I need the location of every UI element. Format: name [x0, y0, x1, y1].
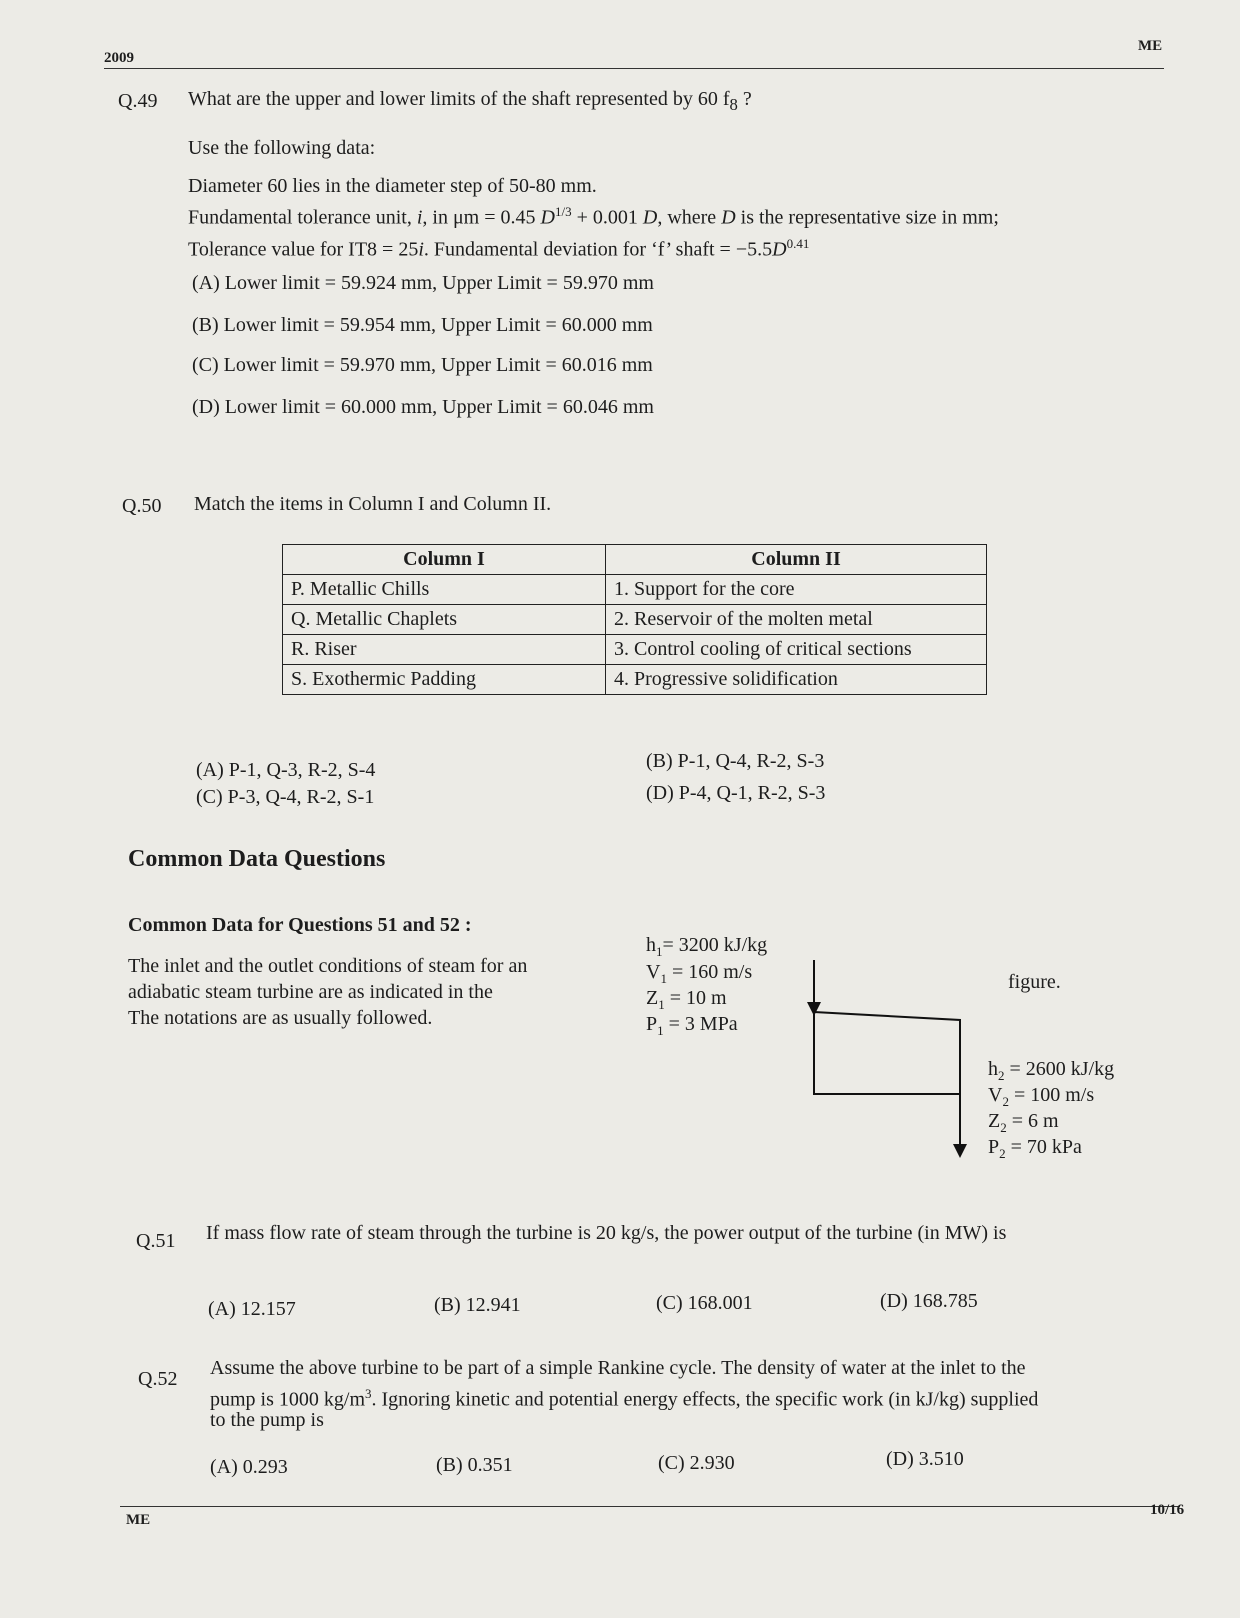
- inlet-p-val: = 3 MPa: [663, 1013, 738, 1035]
- outlet-z-sub: 2: [1000, 1120, 1007, 1135]
- q49-stem: [188, 88, 752, 115]
- inlet-p-sub: 1: [657, 1023, 664, 1038]
- q49-line4-a: Tolerance value for IT8 = 25: [188, 238, 419, 261]
- outlet-v-sym: V: [988, 1084, 1003, 1106]
- table-row: [283, 635, 987, 665]
- header-rule: [104, 68, 1164, 69]
- footer-page-number: 10/16: [1150, 1502, 1185, 1518]
- match-col2-head: Column II: [606, 545, 987, 575]
- header-subject: ME: [1138, 38, 1163, 54]
- outlet-p-sub: 2: [999, 1146, 1006, 1161]
- q49-number: Q.49: [118, 90, 158, 112]
- inlet-v-val: = 160 m/s: [666, 961, 753, 983]
- table-cell: 3. Control cooling of critical sections: [606, 635, 987, 665]
- q52-option-a[interactable]: (A) 0.293: [210, 1456, 288, 1478]
- q49-line4-D: D: [772, 238, 787, 261]
- common-data-title: Common Data Questions: [128, 846, 386, 872]
- q49-line3-e: is the representative size in mm;: [735, 206, 999, 229]
- q49-line3-b: , in μm = 0.45: [422, 206, 541, 229]
- inlet-p-sym: P: [646, 1013, 658, 1035]
- match-table: [282, 544, 987, 695]
- outlet-p-sym: P: [988, 1136, 1000, 1158]
- q49-line3-d: , where: [657, 206, 722, 229]
- q49-line4: [188, 232, 809, 262]
- table-cell: 1. Support for the core: [606, 575, 987, 605]
- figure-word: figure.: [1008, 971, 1061, 993]
- table-cell: P. Metallic Chills: [283, 575, 606, 605]
- inlet-h-sym: h: [646, 934, 656, 956]
- outlet-h-sym: h: [988, 1058, 998, 1080]
- q49-option-a[interactable]: (A) Lower limit = 59.924 mm, Upper Limit = 59.970 mm: [192, 272, 654, 294]
- q51-option-b[interactable]: (B) 12.941: [434, 1294, 521, 1316]
- outlet-arrow-icon: [953, 1144, 967, 1158]
- q52-option-d[interactable]: (D) 3.510: [886, 1448, 964, 1470]
- q51-number: Q.51: [136, 1230, 176, 1252]
- q50-stem: Match the items in Column I and Column II.: [194, 493, 552, 515]
- q49-line3-D2: D: [642, 206, 658, 229]
- common-para-line2: adiabatic steam turbine are as indicated in the: [128, 981, 493, 1003]
- q49-line2: Diameter 60 lies in the diameter step of 50-80 mm.: [188, 175, 597, 197]
- q50-option-a[interactable]: (A) P-1, Q-3, R-2, S-4: [196, 759, 376, 781]
- table-cell: Q. Metallic Chaplets: [283, 605, 606, 635]
- footer-rule: [120, 1506, 1180, 1507]
- inlet-z-val: = 10 m: [664, 987, 727, 1009]
- table-cell: S. Exothermic Padding: [283, 665, 606, 695]
- common-data-subtitle: Common Data for Questions 51 and 52 :: [128, 914, 472, 936]
- q52-line3: to the pump is: [210, 1409, 324, 1431]
- q50-option-d[interactable]: (D) P-4, Q-1, R-2, S-3: [646, 782, 826, 804]
- q52-line2: [210, 1382, 1038, 1412]
- turbine-body-shape: [814, 1012, 960, 1094]
- table-row: [283, 605, 987, 635]
- footer-subject: ME: [126, 1512, 151, 1528]
- q49-line3-c: + 0.001: [571, 206, 643, 229]
- q49-line3-D: D: [540, 206, 555, 229]
- q52-option-b[interactable]: (B) 0.351: [436, 1454, 513, 1476]
- outlet-pressure: [988, 1135, 1082, 1166]
- inlet-z-sub: 1: [658, 997, 665, 1012]
- q51-option-c[interactable]: (C) 168.001: [656, 1292, 753, 1314]
- q52-option-c[interactable]: (C) 2.930: [658, 1452, 735, 1474]
- q49-line3-D3: D: [721, 206, 736, 229]
- match-col1-head: Column I: [283, 545, 606, 575]
- outlet-v-sub: 2: [1002, 1094, 1009, 1109]
- q49-option-b[interactable]: (B) Lower limit = 59.954 mm, Upper Limit = 60.000 mm: [192, 314, 653, 336]
- outlet-z-val: = 6 m: [1006, 1110, 1059, 1132]
- q49-line3-a: Fundamental tolerance unit,: [188, 206, 417, 229]
- inlet-z-sym: Z: [646, 987, 659, 1009]
- inlet-pressure: [646, 1012, 738, 1043]
- q50-option-b[interactable]: (B) P-1, Q-4, R-2, S-3: [646, 750, 825, 772]
- table-cell: 4. Progressive solidification: [606, 665, 987, 695]
- q50-number: Q.50: [122, 495, 162, 517]
- table-cell: R. Riser: [283, 635, 606, 665]
- turbine-figure: [800, 960, 980, 1160]
- q49-line1: Use the following data:: [188, 137, 376, 159]
- q49-line4-i: i: [418, 238, 424, 261]
- inlet-h-val: = 3200 kJ/kg: [662, 934, 768, 956]
- outlet-z-sym: Z: [988, 1110, 1001, 1132]
- q49-option-c[interactable]: (C) Lower limit = 59.970 mm, Upper Limit = 60.016 mm: [192, 354, 653, 376]
- match-table-header: [283, 545, 987, 575]
- q52-line1: Assume the above turbine to be part of a simple Rankine cycle. The density of water at the inlet to the: [210, 1357, 1026, 1379]
- q51-option-d[interactable]: (D) 168.785: [880, 1290, 978, 1312]
- inlet-v-sub: 1: [660, 971, 667, 986]
- q49-line3-i: i: [416, 206, 423, 229]
- q52-line2-b: . Ignoring kinetic and potential energy effects, the specific work (in kJ/kg) supplied: [371, 1388, 1039, 1411]
- table-row: [283, 665, 987, 695]
- q49-stem-sub: 8: [729, 95, 738, 114]
- q50-option-c[interactable]: (C) P-3, Q-4, R-2, S-1: [196, 786, 375, 808]
- q51-option-a[interactable]: (A) 12.157: [208, 1298, 296, 1320]
- q49-line4-sup: 0.41: [786, 236, 810, 251]
- q52-number: Q.52: [138, 1368, 178, 1390]
- common-para-line1: The inlet and the outlet conditions of steam for an: [128, 955, 528, 977]
- outlet-p-val: = 70 kPa: [1005, 1136, 1082, 1158]
- q49-line4-b: . Fundamental deviation for ‘f’ shaft = −5.5: [423, 238, 773, 261]
- outlet-h-val: = 2600 kJ/kg: [1004, 1058, 1115, 1080]
- table-cell: 2. Reservoir of the molten metal: [606, 605, 987, 635]
- q49-line3-sup: 1/3: [554, 204, 572, 219]
- outlet-h-sub: 2: [998, 1068, 1005, 1083]
- common-para-line3: The notations are as usually followed.: [128, 1007, 433, 1029]
- q49-stem-text: What are the upper and lower limits of the shaft represented by 60 f: [188, 88, 730, 110]
- table-row: [283, 575, 987, 605]
- header-year: 2009: [104, 50, 134, 66]
- inlet-v-sym: V: [646, 961, 661, 983]
- q52-line2-a: pump is 1000 kg/m: [210, 1388, 366, 1411]
- q49-stem-end: ?: [737, 88, 752, 110]
- q49-line3: [188, 200, 999, 230]
- q52-line2-sup: 3: [365, 1386, 372, 1401]
- q51-stem: If mass flow rate of steam through the turbine is 20 kg/s, the power output of the turbine (in MW) is: [206, 1222, 1007, 1244]
- outlet-v-val: = 100 m/s: [1008, 1084, 1095, 1106]
- inlet-h-sub: 1: [656, 944, 663, 959]
- q49-option-d[interactable]: (D) Lower limit = 60.000 mm, Upper Limit = 60.046 mm: [192, 396, 654, 418]
